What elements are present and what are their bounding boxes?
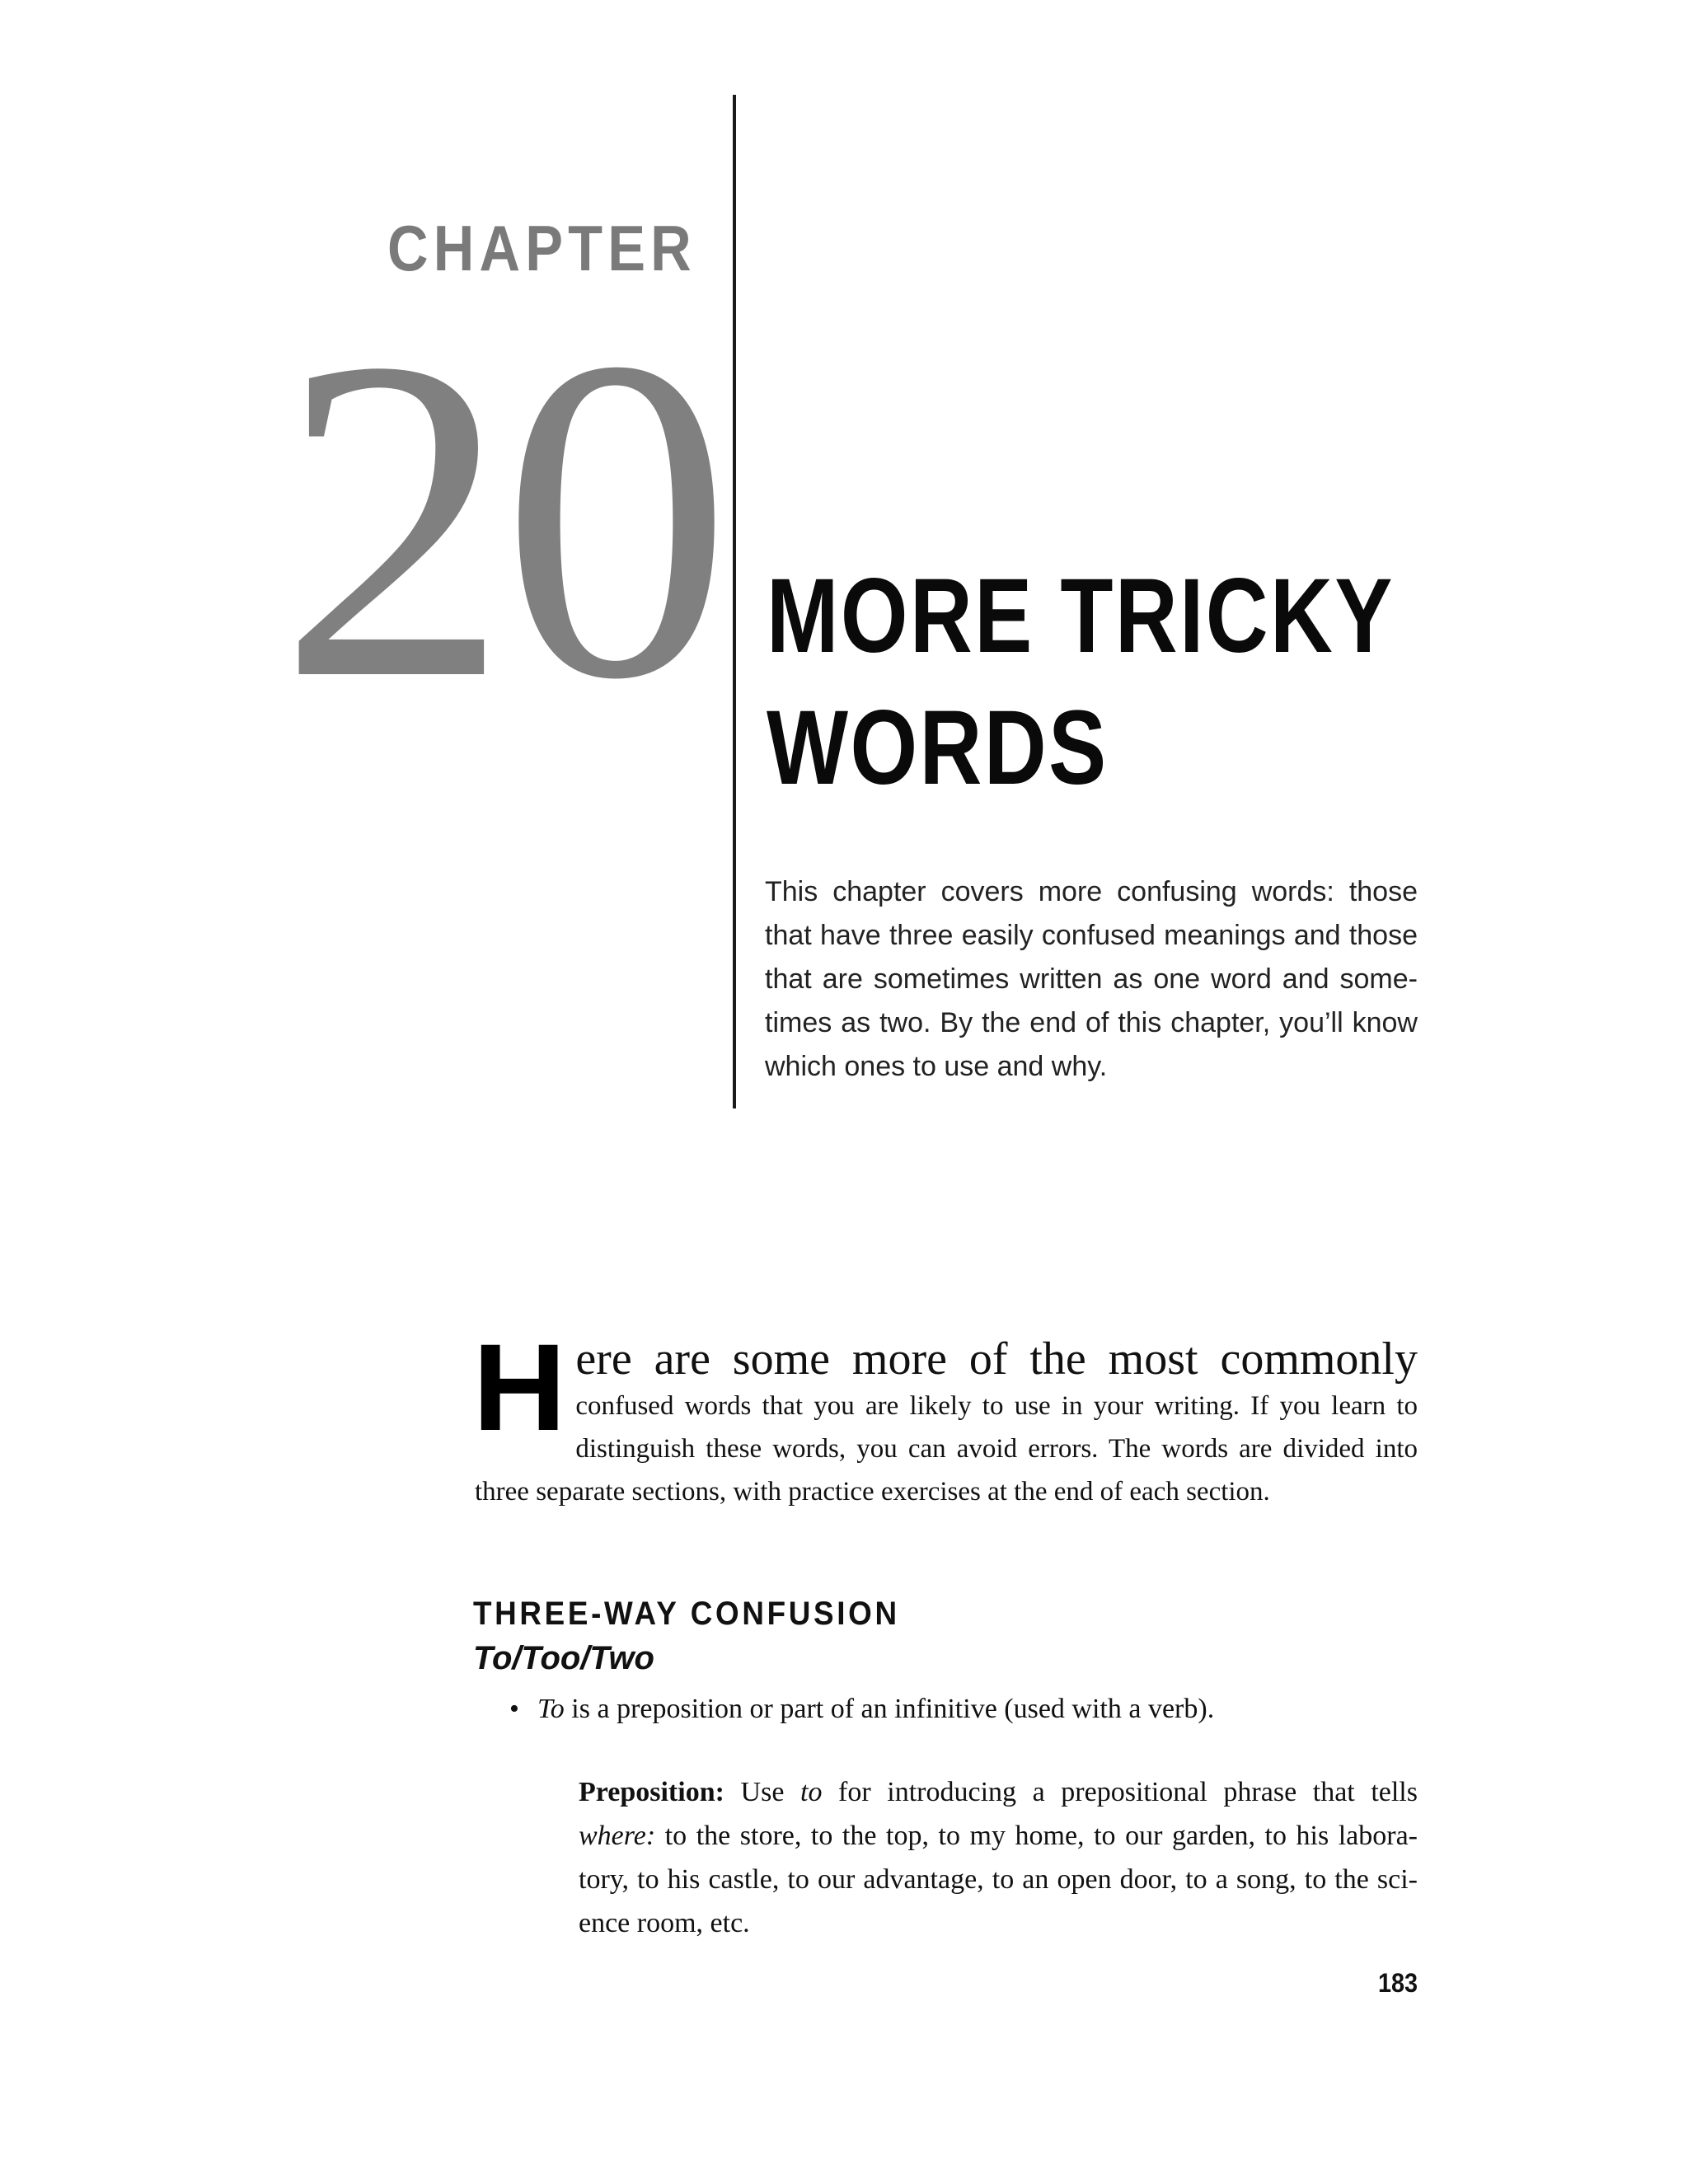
chapter-title-line-2: WORDS xyxy=(767,689,1109,807)
block-pre: Use xyxy=(724,1777,800,1807)
vertical-divider xyxy=(733,95,736,1108)
lead-first-line: ere are some more of the most commonly xyxy=(575,1333,1418,1385)
chapter-label: CHAPTER xyxy=(387,212,696,284)
bullet-item xyxy=(509,1691,1214,1727)
bullet-text: is a preposition or part of an infinitive (used with a verb). xyxy=(564,1694,1215,1724)
chapter-title xyxy=(767,551,1483,814)
page-number: 183 xyxy=(1377,1968,1418,1998)
section-heading: THREE-WAY CONFUSION xyxy=(473,1596,900,1632)
bullet-marker: • xyxy=(509,1694,519,1724)
preposition-block xyxy=(579,1770,1418,1945)
chapter-title-line-1: MORE TRICKY xyxy=(767,557,1395,675)
drop-cap: H xyxy=(472,1318,567,1456)
chapter-intro: This chapter covers more confusing words: those that have three easily confused meanings and those that are sometimes written as one word and some- times as two. By the end of this chapter, you’ll know which ones to use and why. xyxy=(765,876,1418,1082)
section-subheading: To/Too/Two xyxy=(473,1640,654,1676)
lead-paragraph xyxy=(472,1318,1418,1513)
block-term: to xyxy=(800,1777,823,1807)
block-where: where: xyxy=(579,1821,656,1851)
bullet-term: To xyxy=(537,1694,565,1724)
block-mid: for introducing a prepositional phrase that tells xyxy=(822,1777,1418,1807)
block-label: Preposition: xyxy=(579,1777,724,1807)
lead-body: confused words that you are likely to use in your writing. If you learn to distinguish these words, you can avoid errors. The words are divided into three separate sections, with practice exercises at the end of each section. xyxy=(475,1391,1418,1507)
chapter-number: 20 xyxy=(279,264,724,775)
block-rest: to the store, to the top, to my home, to our garden, to his labora- tory, to his castle, to our advantage, to an open door, to a song, to the sci- ence room, etc. xyxy=(579,1821,1418,1938)
